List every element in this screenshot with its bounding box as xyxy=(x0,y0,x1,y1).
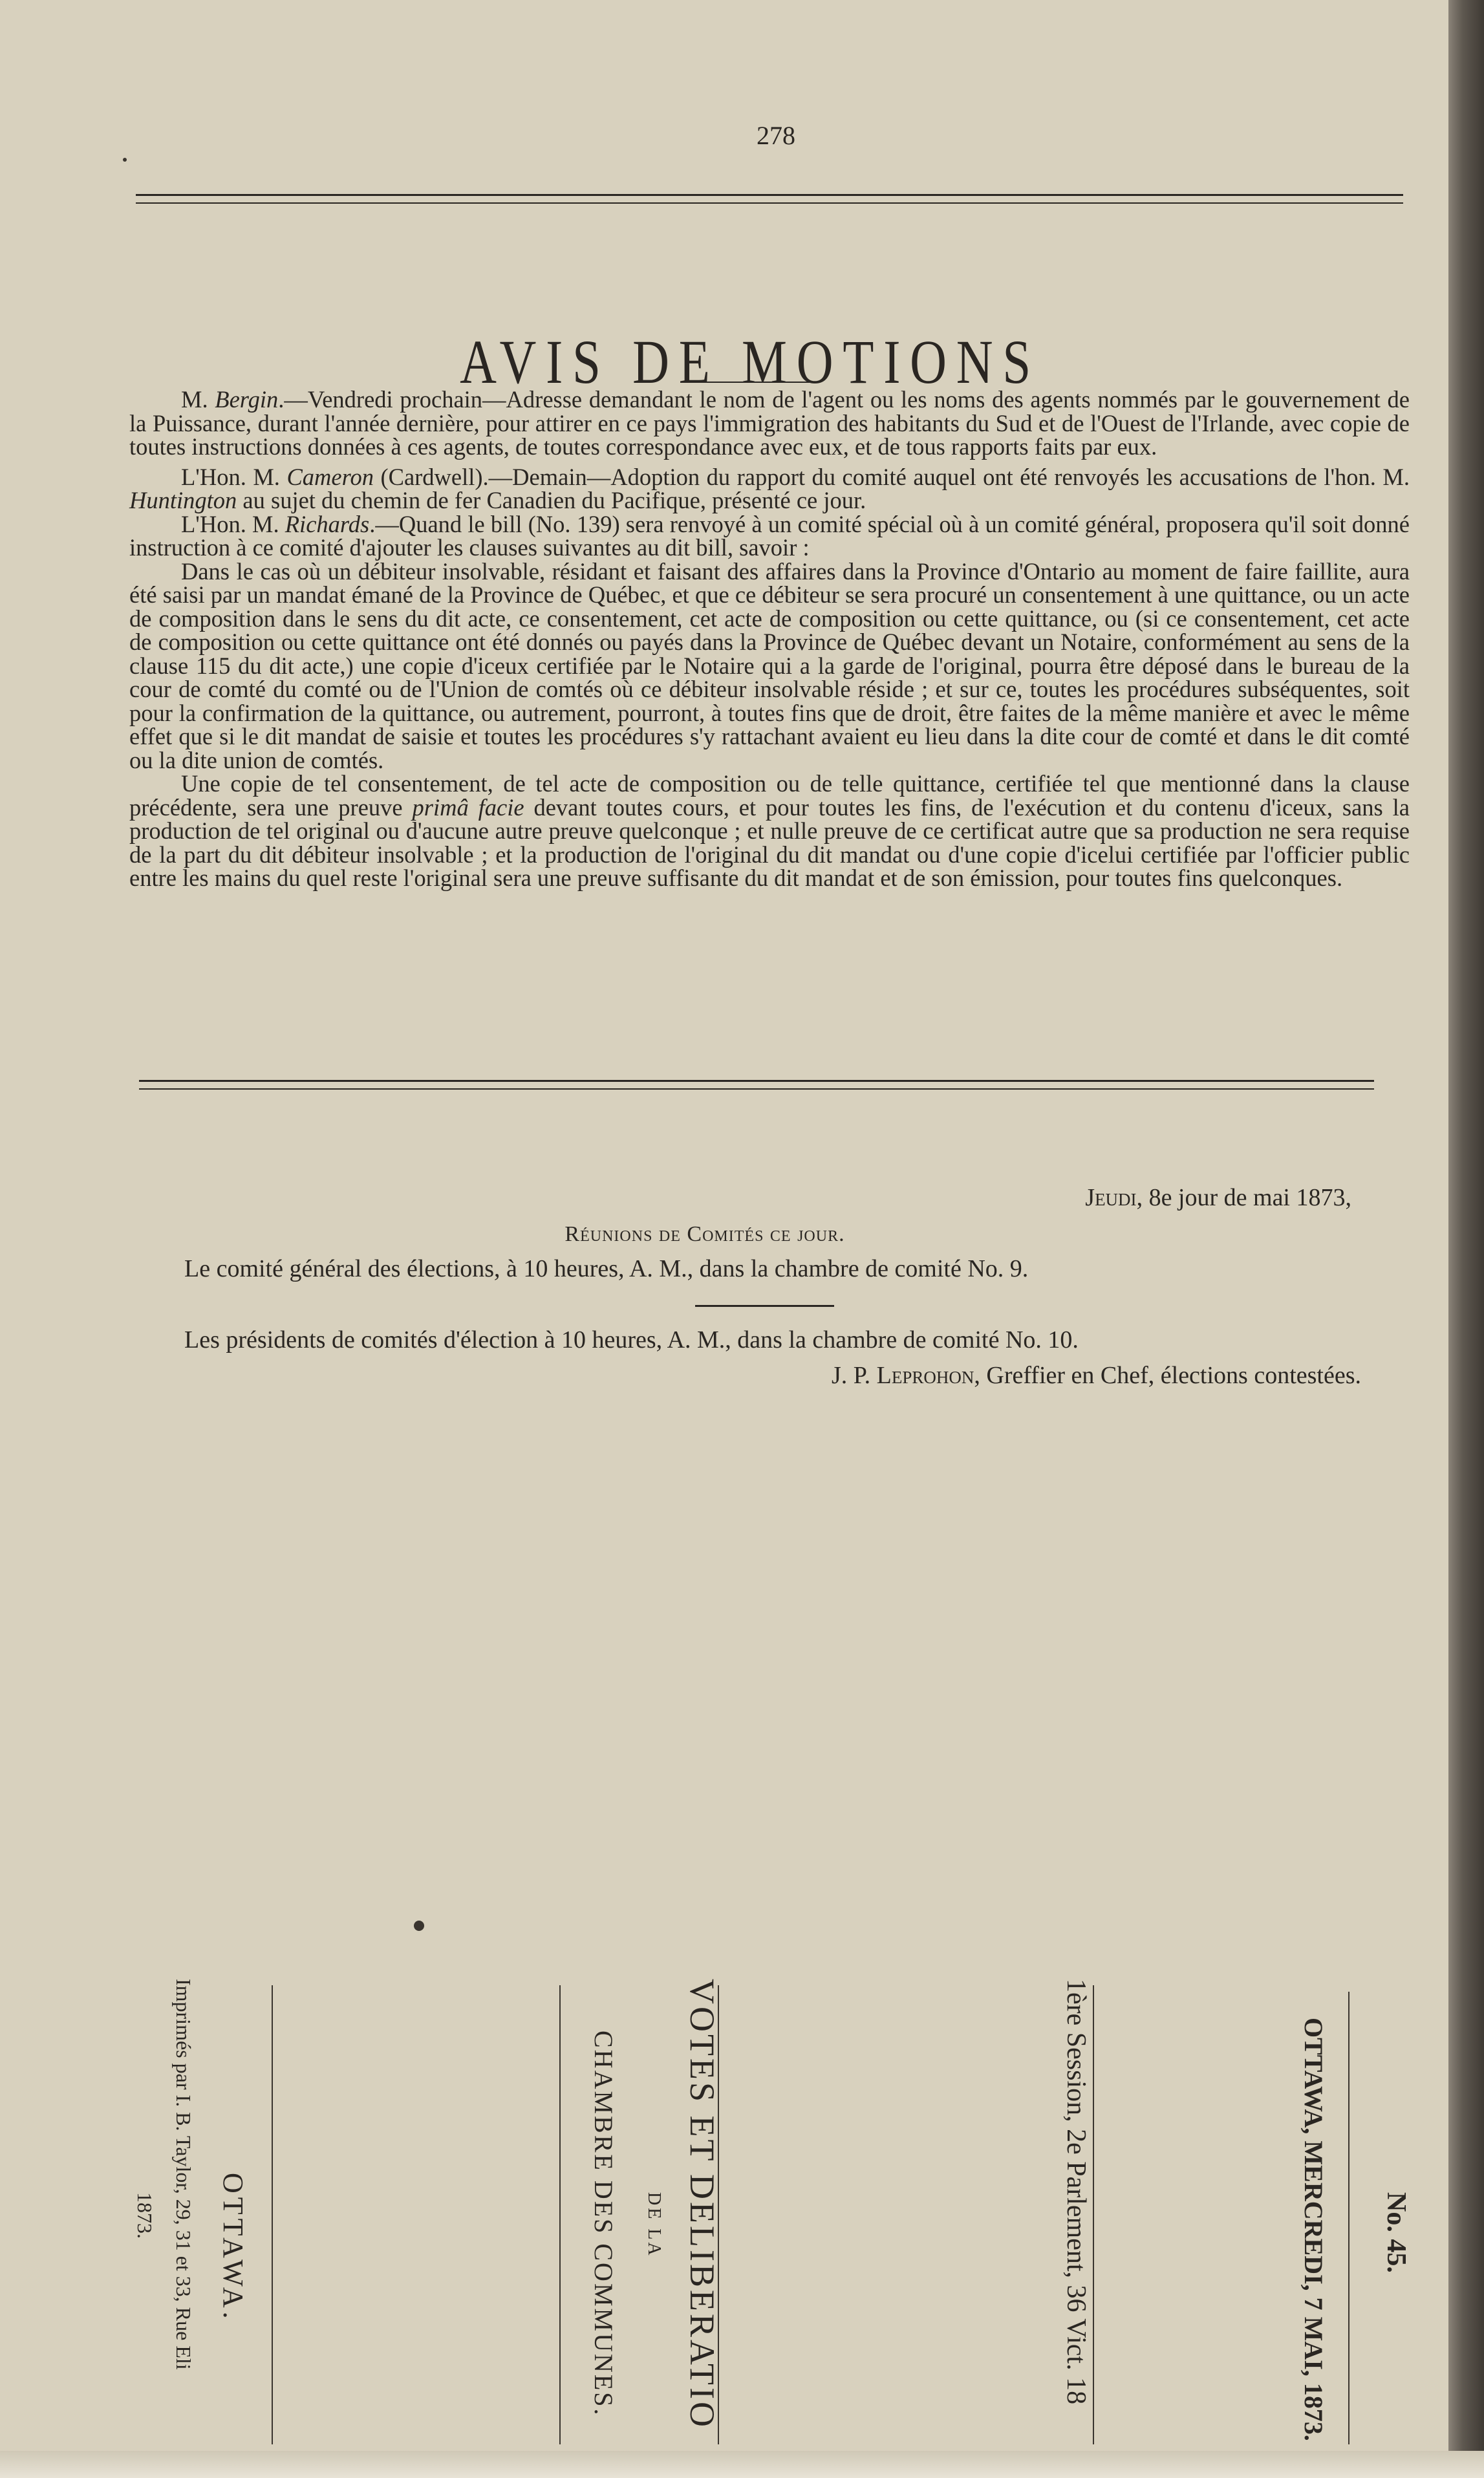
clause-paragraph-2: Une copie de tel consentement, de tel acte de composition ou de telle quittance, certifiée tel que mentionné dans la clause précédente, sera une preuve primâ facie devant toutes cours, et pour toutes les fins, de l'exécution et du contenu d'iceux, sans la production de tel original ou d'aucune autre preuve quelconque ; et nulle preuve de ce certificat autre que sa production ne sera requise de la part du dit débiteur insolvable ; et la production de l'original du dit mandat ou d'une copie d'icelui certifiée par l'officier public entre les mains du quel reste l'original sera une preuve suffisante du dit mandat et de son émission, pour toutes fins quelconques. xyxy=(129,770,1410,891)
ink-speck xyxy=(414,1921,424,1931)
cover-year: 1873. xyxy=(133,2192,156,2239)
cover-votes-title: VOTES ET DELIBERATIO xyxy=(683,1979,722,2430)
header-double-rule xyxy=(136,194,1403,204)
motion-richards: L'Hon. M. Richards.—Quand le bill (No. 139) sera renvoyé à un comité spécial où à un comité général, proposera qu'il soit donné instruction à ce comité d'ajouter les clauses suivantes au dit bill, savoir : xyxy=(129,510,1410,561)
motion-bergin: M. Bergin.—Vendredi prochain—Adresse demandant le nom de l'agent ou les noms des agents nommés par le gouvernement de la Puissance, durant l'année dernière, pour attirer en ce pays l'immigration des habitants du Sud et de l'Ouest de l'Irlande, avec copie de toutes instructions données à ces agents, de toutes correspondance avec eux, et de tous rapports faits par eux. xyxy=(129,386,1410,460)
clerk-signature: J. P. Leprohon, Greffier en Chef, élections contestées. xyxy=(831,1362,1361,1389)
member-name: Bergin xyxy=(215,386,279,413)
binding-edge xyxy=(1448,0,1484,2478)
date-line: Jeudi, 8e jour de mai 1873, xyxy=(1085,1184,1351,1211)
motions-body xyxy=(129,388,1410,890)
meeting-item: Les présidents de comités d'élection à 10 heures, A. M., dans la chambre de comité No. 10. xyxy=(184,1326,1079,1353)
section-double-rule xyxy=(139,1080,1374,1090)
cover-rule xyxy=(272,1985,273,2444)
cover-rule xyxy=(1348,1992,1350,2444)
page-number: 278 xyxy=(757,121,795,150)
cover-rule xyxy=(1093,1985,1094,2444)
cover-rule xyxy=(559,1985,561,2444)
cover-printer: Imprimés par I. B. Taylor, 29, 31 et 33, Rue Eli xyxy=(172,1979,195,2370)
member-name: Cameron xyxy=(286,463,374,490)
cover-de-la: DE LA xyxy=(644,2192,664,2258)
section-title: AVIS DE MOTIONS xyxy=(460,327,1040,397)
motion-cameron: L'Hon. M. Cameron (Cardwell).—Demain—Adoption du rapport du comité auquel ont été renvoyés les accusations de l'hon. M. Huntington au sujet du chemin de fer Canadien du Pacifique, présenté ce jour. xyxy=(129,463,1410,513)
meetings-divider xyxy=(695,1305,834,1307)
person-name: Huntington xyxy=(129,487,237,513)
meeting-item: Le comité général des élections, à 10 heures, A. M., dans la chambre de comité No. 9. xyxy=(184,1255,1029,1282)
cover-session: 1ère Session, 2e Parlement, 36 Vict. 18 xyxy=(1061,1979,1091,2405)
cover-city: OTTAWA. xyxy=(217,2173,249,2323)
member-name: Richards xyxy=(285,510,370,537)
cover-chambre: CHAMBRE DES COMMUNES. xyxy=(589,2031,618,2417)
meetings-heading: Réunions de Comités ce jour. xyxy=(565,1222,845,1246)
bottom-edge xyxy=(0,2451,1484,2478)
cover-issue-number: No. 45. xyxy=(1381,2192,1411,2273)
cover-dateline: OTTAWA, MERCREDI, 7 MAI, 1873. xyxy=(1299,2018,1328,2441)
ink-speck xyxy=(123,158,127,162)
title-underline xyxy=(685,382,815,383)
latin-phrase: primâ facie xyxy=(412,793,524,821)
clause-paragraph-1: Dans le cas où un débiteur insolvable, résidant et faisant des affaires dans la Province d'Ontario au moment de faire faillite, aura été saisi par un mandat émané de la Province de Québec, et que ce débiteur se sera procuré un consentement à une quittance, ou un acte de composition dans le sens du dit acte, ce consentement, cet acte de composition ou cette quittance, ou (si ce consentement, cet acte de composition ou cette quittance ont été donnés ou payés dans la Province de Québec devant un Notaire, conformément au sens de la clause 115 du dit acte,) une copie d'iceux certifiée par le Notaire qui a la garde de l'original, pourra être déposé dans le bureau de la cour de comté du comté ou de l'Union de comtés où ce débiteur insolvable réside ; et sur ce, toutes les procédures subséquentes, soit pour la confirmation de la quittance, ou autrement, pourront, à toutes fins que de droit, être faites de la même manière et avec le même effet que si le dit mandat de saisie et toutes les procédures s'y rattachant avaient eu lieu dans la dite cour de comté et dans le dit comté ou la dite union de comtés. xyxy=(129,557,1410,773)
